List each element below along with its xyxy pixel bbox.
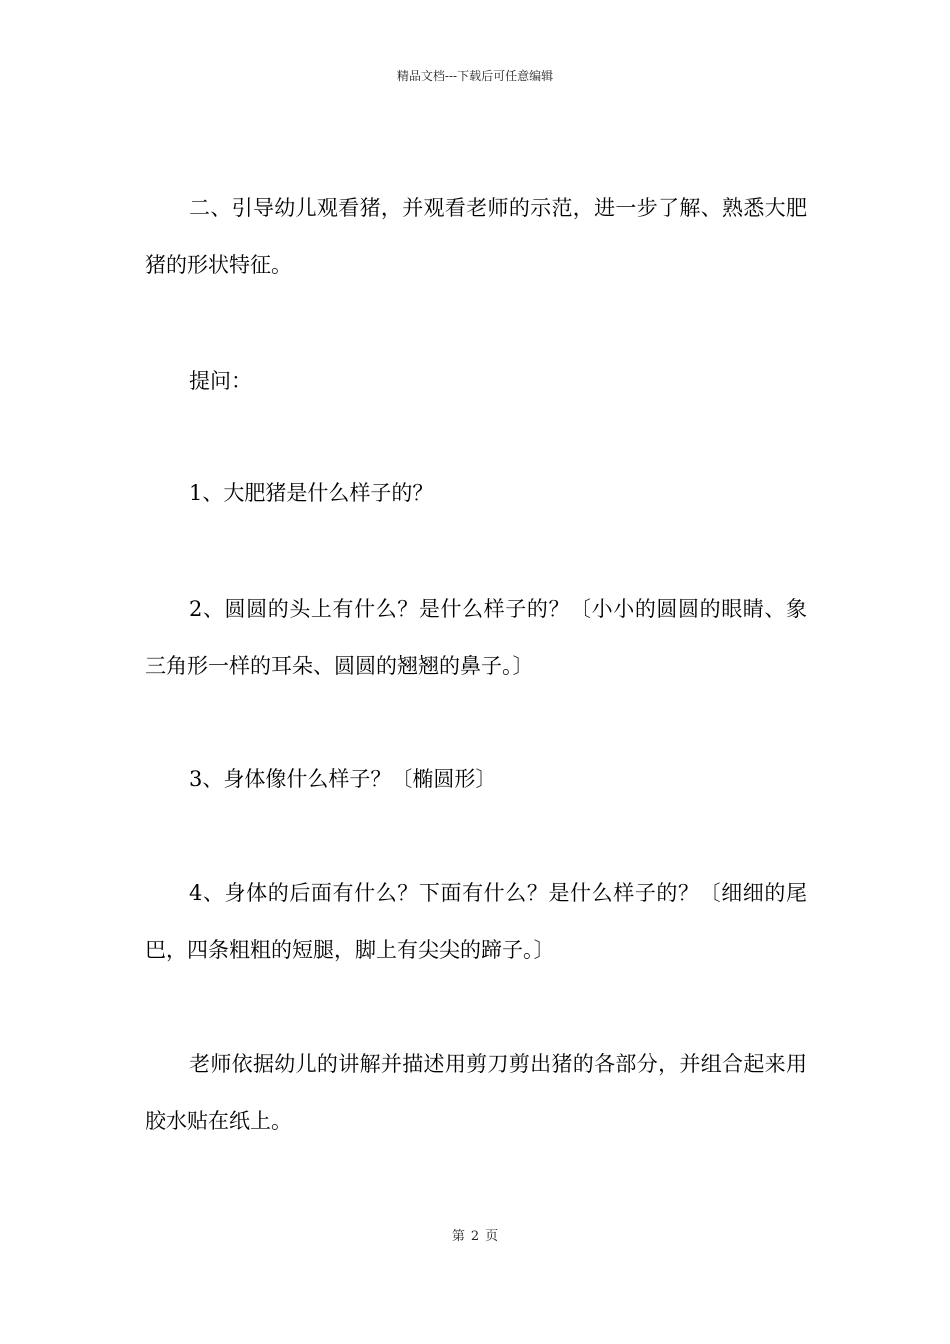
paragraph-text: 提问： [189,369,252,393]
page-label-prefix: 第 [451,1229,465,1244]
paragraph-text: 4、身体的后面有什么？下面有什么？是什么样子的？〔细细的尾巴，四条粗粗的短腿，脚上有尖尖的蹄子。〕 [145,881,807,962]
paragraph-text: 二、引导幼儿观看猪，并观看老师的示范，进一步了解、熟悉大肥猪的形状特征。 [145,196,807,277]
page-number: 2 [470,1229,480,1244]
paragraph-question-4 [145,865,807,979]
paragraph-question-label [145,353,807,410]
paragraph-intro [145,180,807,294]
paragraph-text: 2、圆圆的头上有什么？是什么样子的？〔小小的圆圆的眼睛、象三角形一样的耳朵、圆圆的翘翘的鼻子。〕 [145,597,807,678]
paragraph-text: 老师依据幼儿的讲解并描述用剪刀剪出猪的各部分，并组合起来用胶水贴在纸上。 [145,1052,807,1133]
paragraph-question-1 [145,465,807,522]
paragraph-text: 3、身体像什么样子？〔椭圆形〕 [189,767,497,791]
page-footer [0,1228,950,1246]
paragraph-teacher-action [145,1036,807,1150]
page-header: 精品文档---下载后可任意编辑 [396,69,554,83]
paragraph-question-3 [145,751,807,808]
paragraph-text: 1、大肥猪是什么样子的？ [189,481,434,505]
paragraph-question-2 [145,581,807,695]
page-label-suffix: 页 [485,1229,499,1244]
